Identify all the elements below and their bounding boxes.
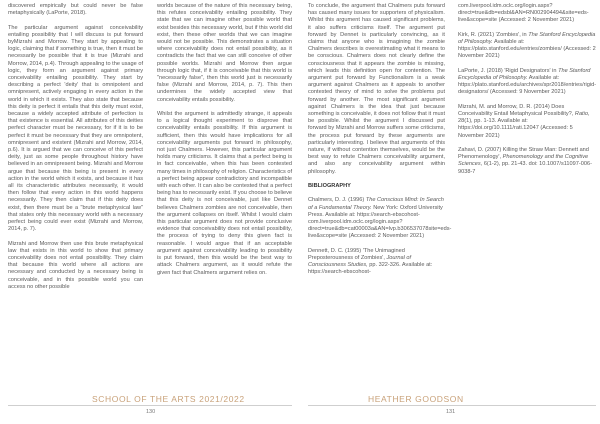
footer-divider (308, 405, 596, 406)
reference-entry (308, 197, 452, 240)
reference-entry (458, 147, 596, 176)
reference-entry (458, 32, 596, 61)
reference-title: The Conscious Mind: In Search of a Fundamental Theory. (308, 197, 444, 211)
paragraph: worlds because of the nature of this necessary being, this refutes conceivability entailing possibility. They state that we can imagine other possible world that exist besides this necessary world, but if this world did exist, then these other worlds that we can imagine would not be possible. This demonstrates a situation where conceivability does not entail possibility, as it contradicts the fact that we can still conceive of other possible worlds. Mizrahi and Morrow then argue through logic that, if it is conceivable that this world is "necessarily false", then this world just is necessarily false (Mizrahi and Morrow, 2014, p. 7). This then undermines the widely accepted view that conceivability entails possibility. (157, 3, 292, 103)
reference-entry (458, 68, 596, 97)
reference-text: LaPorte, J. (2018) 'Rigid Designators' in (458, 67, 559, 74)
column-2 (157, 3, 292, 284)
page-number-left: 130 (146, 409, 156, 415)
reference-text: Mizrahi, M. and Morrow, D. R. (2014) Does Conceivability Entail Metaphysical Possibility?, (458, 103, 575, 117)
footer-author-name: HEATHER GOODSON (368, 394, 464, 404)
reference-text: Dennett, D. C. (1995) 'The Unimagined Preposterousness of Zombies', (308, 247, 405, 262)
paragraph: The particular argument against conceivability entailing possibility that I will discuss is put forward byMizrahi and Morrow. They start by appealing to logic, claiming that if something is true, then it must be necessarily be possible that it is true (Mizrahi and Morrow, 2014, p.4). Through appealing to the usage of logic, they form an argument against primary conceivability entailing possibility. They start by describing a perfect 'deity' that is omnipotent and omnipresent, actively engaging in every action in the world in which it exists. They also state that because this deity is perfect it entails that this deity must exist, because a widely accepted attribute of perfection is that existence is essential. All attributes of this deities perfect character must be necessary, for if it is to be perfect it must be necessary that they are omnipotent, omnipresent and existent (Mizrahi and Morrow, 2014, p.6). It is argued that we can conceive of this perfect deity, just as some people throughout history have believed in an omnipresent being. Mizrahi and Morrow argue that because this being is present in every action in the world which it exists, and because it has all its characteristic attributes necessarily, it would then follow that every action in this world happens necessarily. They then claim that if this deity does exist, then there must be a "brute metaphysical law" that states only this necessary world with a necessary perfect being could ever exist (Mizrahi and Morrow, 2014, p. 7). (8, 24, 143, 233)
reference-title: Phenomenology and the Cognitive Sciences, (458, 154, 589, 168)
reference-title: Journal of Consciousness Studies, (308, 255, 412, 269)
footer-publication-title: SCHOOL OF THE ARTS 2021/2022 (92, 394, 245, 404)
reference-title: The Stanford Encyclopedia of Philosophy. (458, 31, 596, 45)
paragraph: discovered empirically but could never be false metaphysically (LaPorte, 2018). (8, 3, 143, 17)
page-number-right: 131 (446, 409, 456, 415)
paragraph: Whilst the argument is admittedly strange, it appeals to a logical thought experiment to disprove that conceivability entails possibility. If this argument is sufficient, then this would have implications for all conceivability arguments put forward in philosophy, not just Chalmers. However, this particular argument holds many criticisms. It claims that a perfect being is in fact conceivable, when this has been contested many times in philosophy of religion. Characteristics of a perfect being appear contradictory and incompatible with each other. It can also be contested that a perfect being has to necessarily exist. If you choose to believe that this deity is not conceivable, just like Dennet believes Chalmers zombies are not conceivable, then the argument collapses on itself. Whilst I would claim this particular argument does not provide conclusive evidence that conceivability does not entail possibility, the process of trying to deny this given fact is reasonable. I would argue that if an acceptable argument against conceivability leading to possibility is put forward, then this would be the best way to attack Chalmers argument, as it would refute the given fact that Chalmers argument relies on. (157, 111, 292, 276)
reference-text: Zahavi, D. (2007) Killing the Straw Man: Dennett and Phenomenology', (458, 147, 589, 161)
reference-entry (308, 248, 445, 277)
reference-text: Available at: https://plato.stanford.edu/entries/zombies/ (Accessed: 2 November 2021) (458, 39, 596, 60)
reference-text: Chalmers, D. J. (1996) (308, 197, 366, 204)
reference-text: 6(1-2), pp. 21-43. doi: 10.1007/s11097-006-9038-7 (458, 161, 592, 175)
column-3 (308, 3, 452, 284)
reference-entry (458, 3, 596, 25)
reference-text: New York: Oxford University Press. Available at: https://search-ebscohost-com.liverpool.idm.oclc.org/login.aspx?direct=true&db=cat00003a&AN=lvp.b306537078site=eds-live&scope=site (Accessed: 2 November 2021) (308, 204, 452, 240)
footer-divider (8, 405, 292, 406)
bibliography-heading: BIBLIOGRAPHY (308, 183, 351, 190)
reference-entry (458, 104, 596, 140)
paragraph: Mizrahi and Morrow then use this brute metaphysical law that exists in this world to show that primary conceivability does not entail possibility. They claim that because this world where all actions are necessary and conducted by a necessary being is conceivable, and in this possible world you can access no other possible (8, 240, 143, 290)
reference-text: com.liverpool.idm.oclc.org/login.aspx?direct=true&db=edsbl&AN=RN002904494&site=eds-live&scope=site (Accessed: 2 November 2021) (458, 3, 589, 24)
conclusion-paragraph: To conclude, the argument that Chalmers puts forward has caused many issues for supporters of physicalism. Whilst this argument has caused significant problems, it also suffers criticisms itself. The argument put forward by Dennet is particularly convincing, as it claims that anyone who is imagining the zombie Chalmers describes is overestimating what it means to be conscious. Chalmers does not clearly define the consciousness that it appears the zombie is missing, which leads this definition open for contention. The argument put forward by Functionalism is a weak argument against Chalmers as it appeals to another contested theory of mind to solve the problems put forward by another. The most significant argument against Chalmers is the idea that just because something is conceivable, it does not follow that it must be possible. Whilst the argument I discussed put forward by Mizrahi and Morrow suffers some criticisms, the process put forward by these arguments are particularly interesting. I believe that arguments of this nature, if without contention themselves, would be the best way to refute Chalmers conceivability argument, and also any conceivability argument within philosophy. (308, 3, 445, 175)
reference-title: The Stanford Encyclopedia of Philosophy. (458, 67, 591, 81)
reference-text: 28(1), pp. 1-13. Available at: https://doi.org/10.1111/rati.12047 (Accessed: 5 November 2021) (458, 118, 573, 139)
column-1 (8, 3, 143, 298)
reference-text: Available at: https://plato.stanford.edu/archives/spr2018/entries/rigid-designators/ (Accessed: 9 November 2021) (458, 75, 597, 96)
reference-text: pp. 322-326. Available at: https://search-ebscohost- (308, 262, 433, 276)
reference-title: Ratio, (574, 111, 590, 117)
reference-text: Kirk, R. (2021) 'Zombies', in (458, 31, 529, 38)
column-4 (458, 3, 596, 183)
